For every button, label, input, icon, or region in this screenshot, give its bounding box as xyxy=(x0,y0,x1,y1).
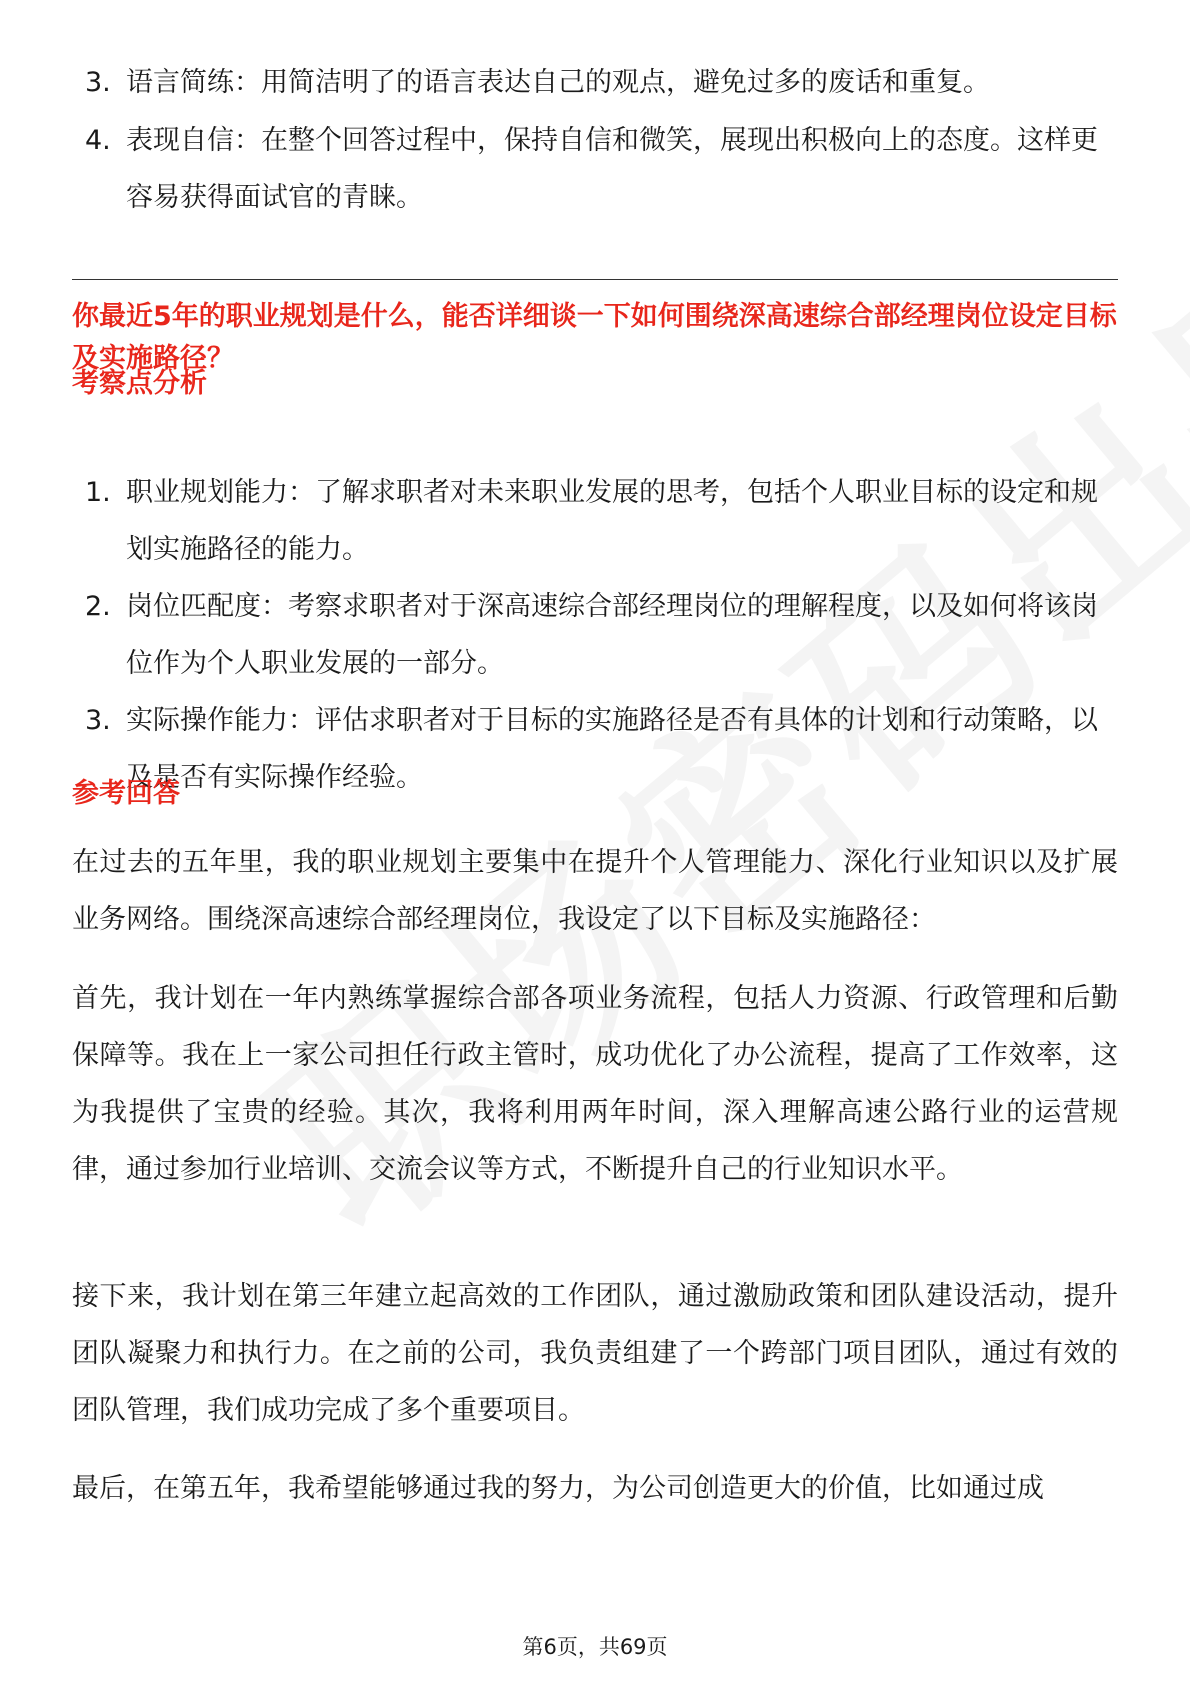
list-item xyxy=(72,464,1118,578)
analysis-heading: 考察点分析 xyxy=(72,368,207,399)
answer-heading: 参考回答 xyxy=(72,778,180,809)
list-number: 1. xyxy=(85,477,111,508)
list-number: 3. xyxy=(85,67,111,98)
section-divider xyxy=(72,279,1118,280)
list-text: 表现自信：在整个回答过程中，保持自信和微笑，展现出积极向上的态度。这样更容易获得面试官的青睐。 xyxy=(126,125,1098,213)
list-text: 实际操作能力：评估求职者对于目标的实施路径是否有具体的计划和行动策略，以及是否有实际操作经验。 xyxy=(126,705,1098,793)
list-text: 职业规划能力：了解求职者对未来职业发展的思考，包括个人职业目标的设定和规划实施路径的能力。 xyxy=(126,477,1098,565)
interview-question: 你最近5年的职业规划是什么，能否详细谈一下如何围绕深高速综合部经理岗位设定目标及实施路径？ xyxy=(72,301,1117,374)
answer-paragraph: 首先，我计划在一年内熟练掌握综合部各项业务流程，包括人力资源、行政管理和后勤保障等。我在上一家公司担任行政主管时，成功优化了办公流程，提高了工作效率，这为我提供了宝贵的经验。其次，我将利用两年时间，深入理解高速公路行业的运营规律，通过参加行业培训、交流会议等方式，不断提升自己的行业知识水平。 xyxy=(72,983,1118,1185)
list-item xyxy=(72,112,1118,226)
answer-paragraph: 接下来，我计划在第三年建立起高效的工作团队，通过激励政策和团队建设活动，提升团队凝聚力和执行力。在之前的公司，我负责组建了一个跨部门项目团队，通过有效的团队管理，我们成功完成了多个重要项目。 xyxy=(72,1281,1118,1426)
list-text: 岗位匹配度：考察求职者对于深高速综合部经理岗位的理解程度，以及如何将该岗位作为个人职业发展的一部分。 xyxy=(126,591,1098,679)
list-number: 2. xyxy=(85,591,111,622)
list-number: 4. xyxy=(85,125,111,156)
page-number: 第6页，共69页 xyxy=(522,1635,668,1659)
answer-paragraph: 在过去的五年里，我的职业规划主要集中在提升个人管理能力、深化行业知识以及扩展业务网络。围绕深高速综合部经理岗位，我设定了以下目标及实施路径： xyxy=(72,847,1118,935)
list-item xyxy=(72,578,1118,692)
list-item xyxy=(72,692,1118,806)
list-number: 3. xyxy=(85,705,111,736)
list-item xyxy=(72,54,1118,111)
answer-paragraph: 最后，在第五年，我希望能够通过我的努力，为公司创造更大的价值，比如通过成 xyxy=(72,1473,1044,1504)
tips-list xyxy=(72,54,1118,227)
analysis-list xyxy=(72,464,1118,806)
list-text: 语言简练：用简洁明了的语言表达自己的观点，避免过多的废话和重复。 xyxy=(126,67,990,98)
